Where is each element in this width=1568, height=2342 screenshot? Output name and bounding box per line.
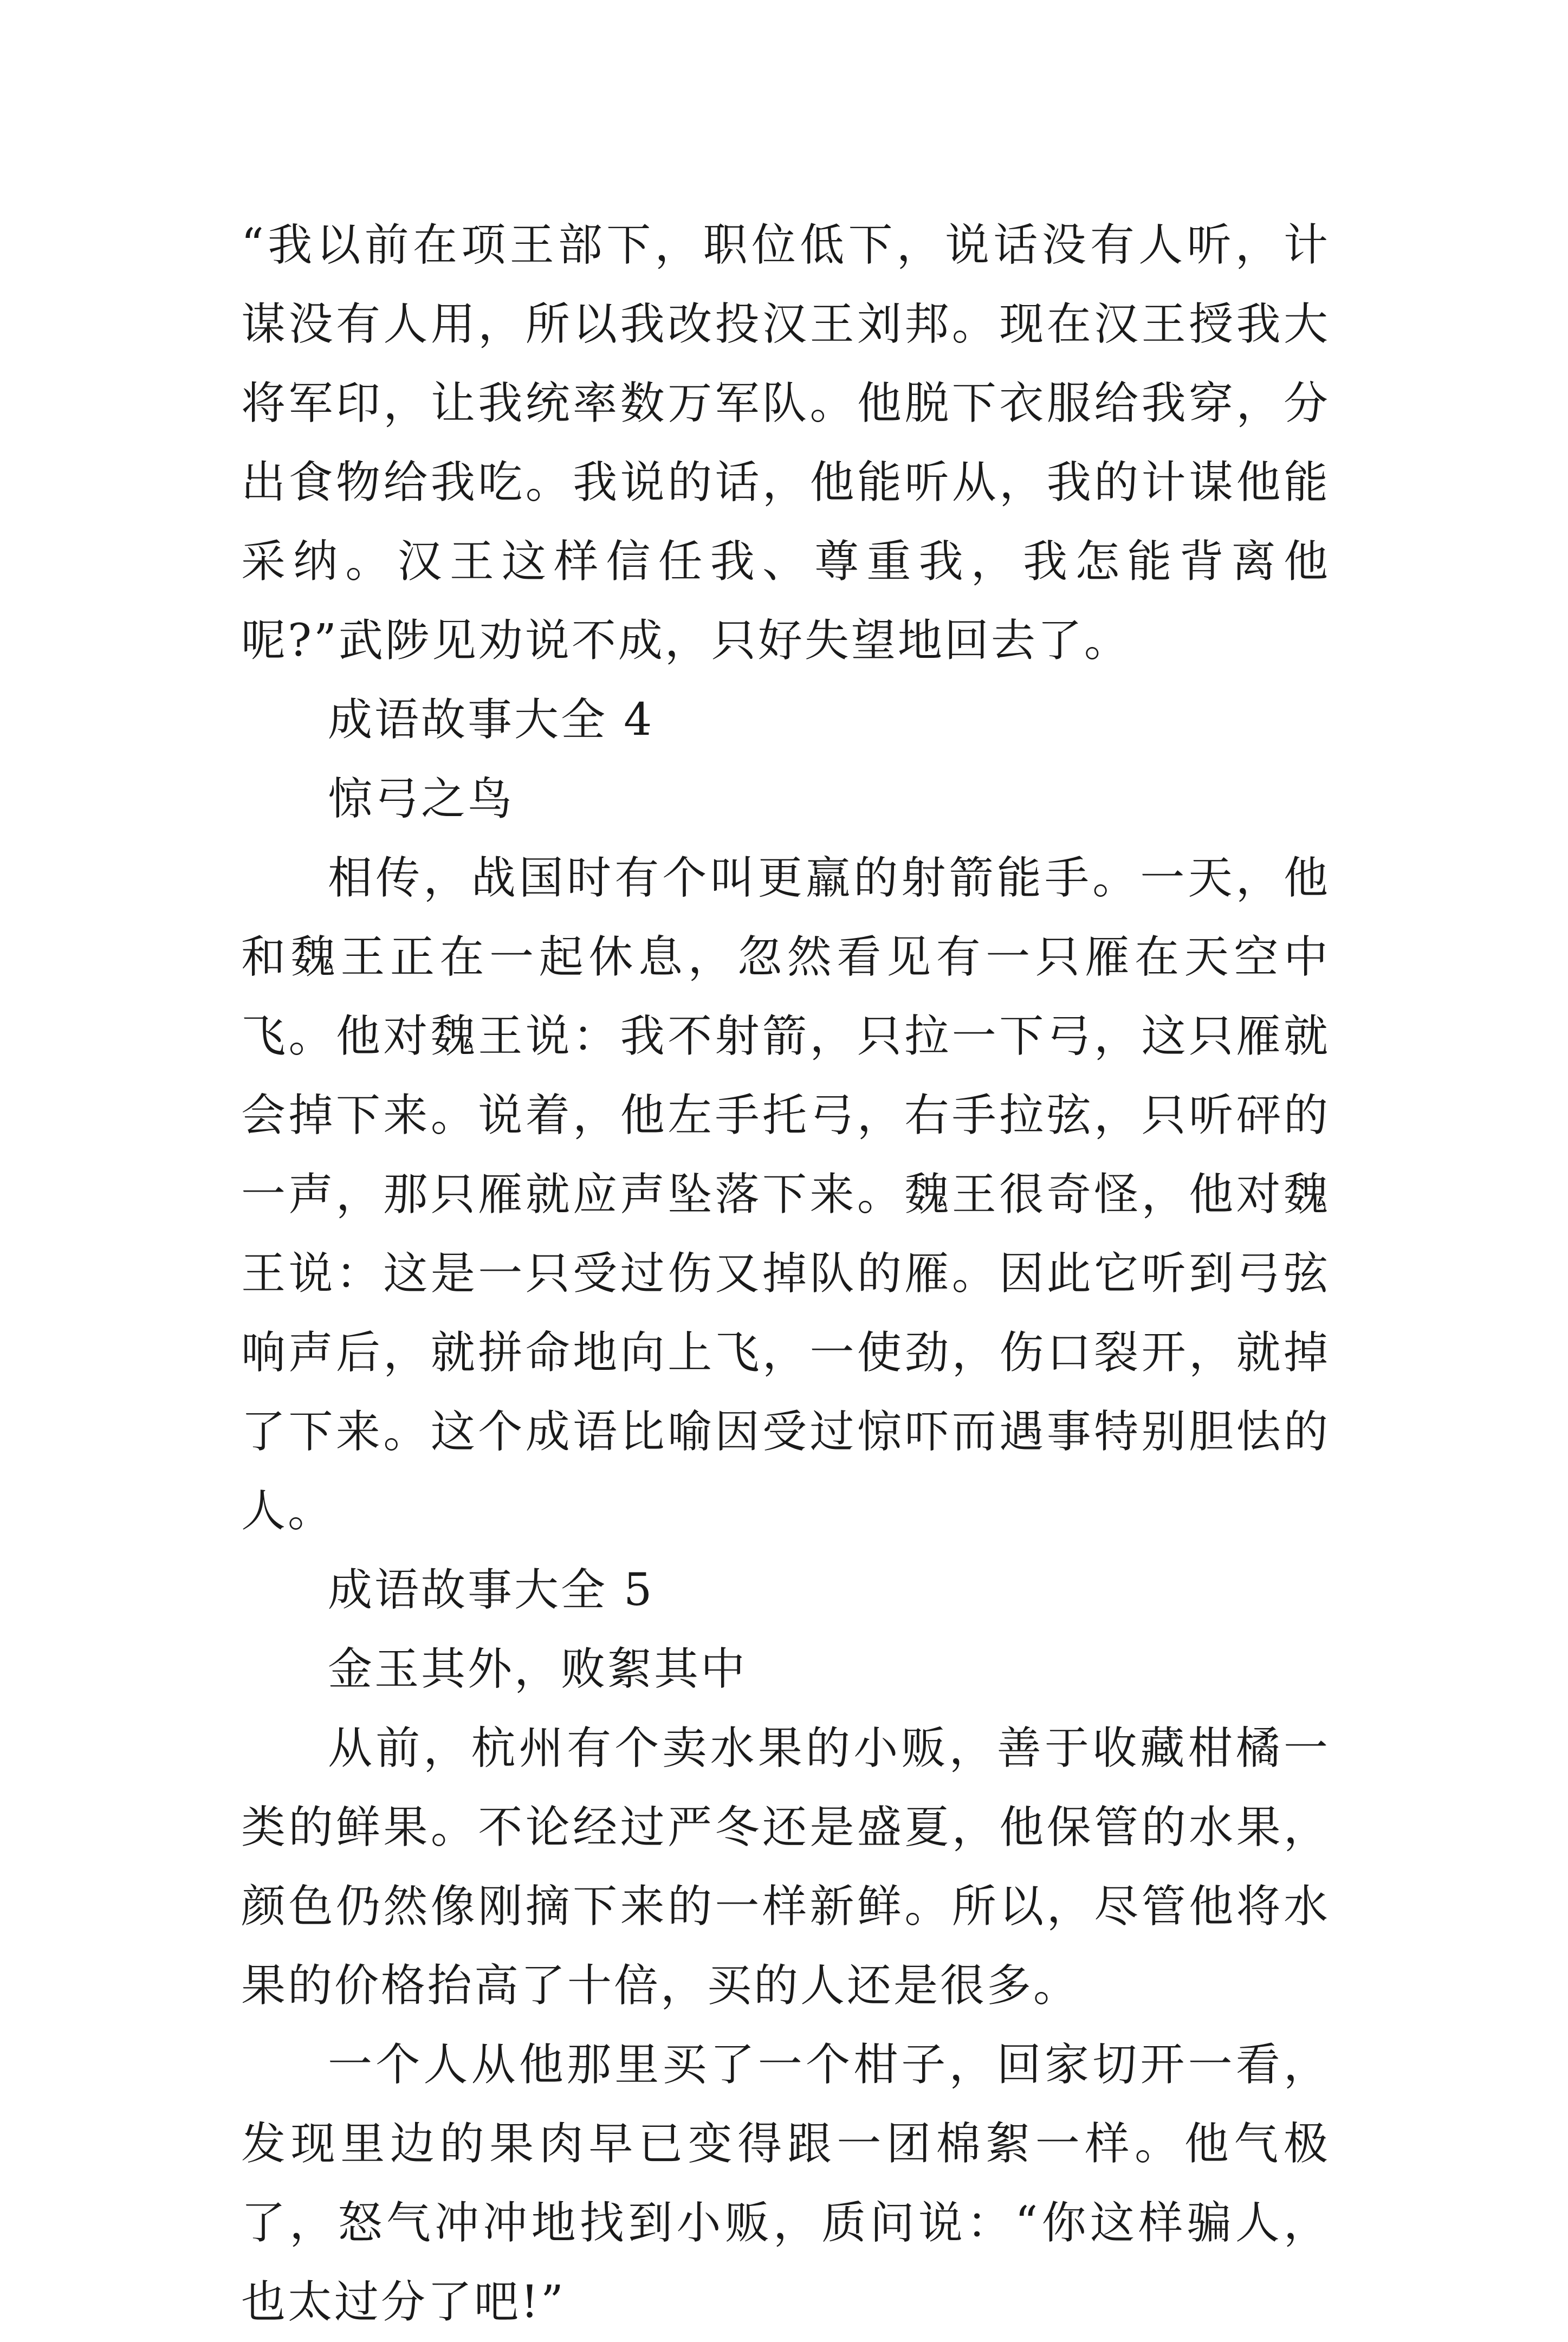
- paragraph-fruit-vendor: 从前，杭州有个卖水果的小贩，善于收藏柑橘一类的鲜果。不论经过严冬还是盛夏，他保管的水果，颜色仍然像刚摘下来的一样新鲜。所以，尽管他将水果的价格抬高了十倍，买的人还是很多。: [241, 1723, 1330, 2011]
- section-heading-5: 成语故事大全 5: [328, 1564, 655, 1616]
- section-heading-4: 成语故事大全 4: [328, 694, 655, 746]
- paragraph-customer-complaint: 一个人从他那里买了一个柑子，回家切开一看，发现里边的果肉早已变得跟一团棉絮一样。他气极了，怒气冲冲地找到小贩，质问说：“你这样骗人，也太过分了吧!”: [241, 2039, 1330, 2328]
- story-title-jing-gong-zhi-niao: 惊弓之鸟: [328, 773, 515, 825]
- paragraph-han-xin-reply: “我以前在项王部下，职位低下，说话没有人听，计谋没有人用，所以我改投汉王刘邦。现在汉王授我大将军印，让我统率数万军队。他脱下衣服给我穿，分出食物给我吃。我说的话，他能听从，我的计谋他能采纳。汉王这样信任我、尊重我，我怎能背离他呢?”武陟见劝说不成，只好失望地回去了。: [241, 219, 1330, 667]
- paragraph-jing-gong-zhi-niao: 相传，战国时有个叫更羸的射箭能手。一天，他和魏王正在一起休息，忽然看见有一只雁在天空中飞。他对魏王说：我不射箭，只拉一下弓，这只雁就会掉下来。说着，他左手托弓，右手拉弦，只听砰的一声，那只雁就应声坠落下来。魏王很奇怪，他对魏王说：这是一只受过伤又掉队的雁。因此它听到弓弦响声后，就拼命地向上飞，一使劲，伤口裂开，就掉了下来。这个成语比喻因受过惊吓而遇事特别胆怯的人。: [241, 852, 1330, 1537]
- document-body: [241, 206, 1330, 2342]
- story-title-jin-yu-qi-wai: 金玉其外，败絮其中: [328, 1644, 748, 1695]
